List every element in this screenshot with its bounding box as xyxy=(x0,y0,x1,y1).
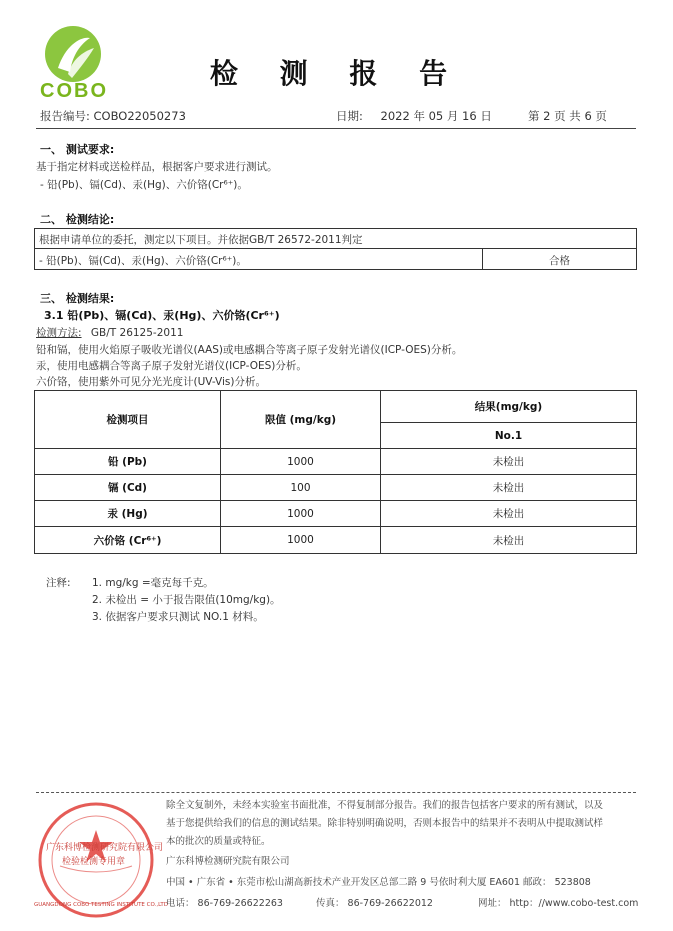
col-item-header: 检测项目 xyxy=(35,391,221,449)
method-line xyxy=(36,325,183,340)
col-limit-header: 限值 (mg/kg) xyxy=(221,391,381,449)
report-date-value: 2022 年 05 月 16 日 xyxy=(380,109,492,123)
method-label: 检测方法: xyxy=(36,327,82,339)
footer-disclaimer-3: 本的批次的质量或特征。 xyxy=(166,836,271,847)
footer-fax: 传真： 86-769-26622012 xyxy=(316,898,433,909)
note-2: 2. 未检出 = 小于报告限值(10mg/kg)。 xyxy=(92,594,281,606)
row-limit: 1000 xyxy=(221,527,381,554)
report-date-label: 日期: xyxy=(336,109,363,123)
report-number-value: COBO22050273 xyxy=(93,109,186,123)
footer-website: 网址： http：//www.cobo-test.com xyxy=(478,898,639,909)
footer-divider xyxy=(36,792,636,793)
page-info: 第 2 页 共 6 页 xyxy=(528,109,607,123)
table-row xyxy=(35,475,637,501)
table-row xyxy=(35,449,637,475)
row-result: 未检出 xyxy=(381,475,637,501)
footer-company: 广东科博检测研究院有限公司 xyxy=(166,856,290,867)
row-limit: 100 xyxy=(221,475,381,501)
row-item: 六价铬 (Cr⁶⁺) xyxy=(35,527,221,554)
header-divider xyxy=(36,128,636,129)
row-result: 未检出 xyxy=(381,527,637,554)
conclusion-row2-result xyxy=(482,248,637,270)
method-desc-2: 汞，使用电感耦合等离子原子发射光谱仪(ICP-OES)分析。 xyxy=(36,360,307,372)
section3-subheading: 3.1 铅(Pb)、镉(Cd)、汞(Hg)、六价铬(Cr⁶⁺) xyxy=(44,309,280,322)
method-value: GB/T 26125-2011 xyxy=(90,327,184,339)
row-result: 未检出 xyxy=(381,449,637,475)
col-sample-header: No.1 xyxy=(381,423,637,449)
conclusion-result: 合格 xyxy=(549,255,570,267)
footer-address: 中国 • 广东省 • 东莞市松山湖高新技术产业开发区总部二路 9 号依时利大厦 EA601 邮政： 523808 xyxy=(166,877,591,888)
row-limit: 1000 xyxy=(221,449,381,475)
conclusion-text: 根据申请单位的委托，测定以下项目。并依据GB/T 26572-2011判定 xyxy=(39,234,363,246)
row-limit: 1000 xyxy=(221,501,381,527)
footer-tel: 电话： 86-769-26622263 xyxy=(166,898,283,909)
row-result: 未检出 xyxy=(381,501,637,527)
col-result-header: 结果(mg/kg) xyxy=(381,391,637,423)
row-item: 铅 (Pb) xyxy=(35,449,221,475)
section1-line1: 基于指定材料或送检样品，根据客户要求进行测试。 xyxy=(36,161,278,173)
table-header-row xyxy=(35,391,637,423)
logo-text: COBO xyxy=(40,80,108,102)
stamp-company: 广东科博检测研究院有限公司 xyxy=(46,843,164,853)
conclusion-row2-item xyxy=(34,248,483,270)
conclusion-items: - 铅(Pb)、镉(Cd)、汞(Hg)、六价铬(Cr⁶⁺)。 xyxy=(39,255,247,267)
method-desc-3: 六价铬，使用紫外可见分光光度计(UV-Vis)分析。 xyxy=(36,376,266,388)
report-date xyxy=(336,108,492,124)
stamp-purpose: 检验检测专用章 xyxy=(62,857,126,867)
section1-heading: 一、 测试要求: xyxy=(40,143,115,156)
table-row xyxy=(35,501,637,527)
stamp-english: GUANGDONG COBO TESTING INSTITUTE CO.,LTD xyxy=(34,902,168,908)
method-desc-1: 铅和镉，使用火焰原子吸收光谱仪(AAS)或电感耦合等离子原子发射光谱仪(ICP-OES)分析。 xyxy=(36,344,463,356)
row-item: 镉 (Cd) xyxy=(35,475,221,501)
footer-disclaimer-2: 基于您提供给我们的信息的测试结果。除非特别明确说明，否则本报告中的结果并不表明从中提取测试样 xyxy=(166,818,604,829)
report-number-label: 报告编号: xyxy=(40,109,90,123)
note-3: 3. 依据客户要求只测试 NO.1 材料。 xyxy=(92,611,264,623)
report-title: 检 测 报 告 xyxy=(209,57,464,90)
report-number xyxy=(40,108,186,124)
notes-label: 注释: xyxy=(46,577,71,589)
section2-heading: 二、 检测结论: xyxy=(40,213,115,226)
results-table xyxy=(34,390,637,554)
note-1: 1. mg/kg =毫克每千克。 xyxy=(92,577,214,589)
row-item: 汞 (Hg) xyxy=(35,501,221,527)
footer-disclaimer-1: 除全文复制外，未经本实验室书面批准，不得复制部分报告。我们的报告包括客户要求的所有测试，以及 xyxy=(166,800,604,811)
section1-line2: - 铅(Pb)、镉(Cd)、汞(Hg)、六价铬(Cr⁶⁺)。 xyxy=(40,179,248,191)
conclusion-row1 xyxy=(34,228,637,249)
section3-heading: 三、 检测结果: xyxy=(40,292,115,305)
table-row xyxy=(35,527,637,554)
